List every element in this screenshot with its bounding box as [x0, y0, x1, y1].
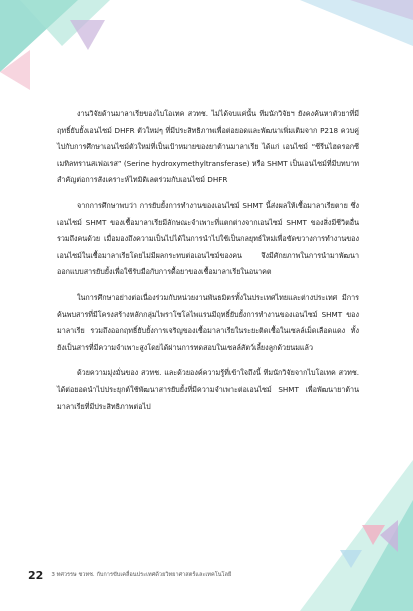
paragraph: ในการศึกษาอย่างต่อเนื่องร่วมกับหน่วยงานพันธมิตรทั้งในประเทศไทยและต่างประเทศ มีการค้นพบสารที่มีโครงสร้างหลักกลุ่มไพราโซโลไพแรนมีฤทธิ์ยับยั้งการทำงานของเอนไซม์ SHMT ของมาลาเรีย รวมถึงออกฤทธิ์ยับยั้งการเจริญของเชื้อมาลาเรียในระยะติดเชื้อในเซลล์เม็ดเลือดแดง ทั้งยังเป็นสารที่มีความจำเพาะสูงโดยได้ผ่านการทดสอบในเซลล์สัตว์เลี้ยงลูกด้วยนมแล้ว — [57, 292, 359, 352]
decor-triangle-bottom-right-4 — [380, 520, 398, 552]
decor-triangle-bottom-right-3 — [362, 525, 385, 545]
paragraph: จากการศึกษาพบว่า การยับยั้งการทำงานของเอนไซม์ SHMT นี้ส่งผลให้เชื้อมาลาเรียตาย ซึ่งเอนไซม์ SHMT ของเชื้อมาลาเรียมีลักษณะจำเพาะที่แตกต่างจากเอนไซม์ SHMT ของสิ่งมีชีวิตอื่นรวมถึงคนด้วย เมื่อมองถึงความเป็นไปได้ในการนำไปใช้เป็นกลยุทธ์ใหม่เพื่อขัดขวางการทำงานของเอนไซม์ในเชื้อมาลาเรียโดยไม่มีผลกระทบต่อเอนไซม์ของคน จึงมีศักยภาพในการนำมาพัฒนาออกแบบสารยับยั้งเพื่อใช้รับมือกับการดื้อยาของเชื้อมาลาเรียในอนาคต — [57, 200, 359, 277]
decor-triangle-bottom-right-2 — [350, 500, 413, 611]
page-number: 22 — [28, 568, 44, 582]
decor-triangle-bottom-right-1 — [300, 460, 413, 611]
decor-triangle-top-right-2 — [350, 0, 413, 20]
page-footer — [28, 566, 368, 584]
decor-triangle-pink — [0, 50, 30, 90]
decor-triangle-teal — [0, 0, 78, 72]
footer-title: 3 ทศวรรษ ชวทช. กับการขับเคลื่อนประเทศด้วยวิทยาศาสตร์และเทคโนโลยี — [51, 572, 232, 578]
decor-triangle-mint — [20, 0, 110, 46]
article-body — [57, 106, 359, 424]
paragraph: ด้วยความมุ่งมั่นของ สวทช. และด้วยองค์ความรู้ที่เข้าใจถึงนี้ ทีมนักวิจัยจากไบโอเทค สวทช. ได้ต่อยอดนำไปประยุกต์ใช้พัฒนาสารยับยั้งที่มีความจำเพาะต่อเอนไซม์ SHMT เพื่อพัฒนายาต้านมาลาเรียที่มีประสิทธิภาพต่อไป — [57, 368, 359, 411]
decor-triangle-top-right — [300, 0, 413, 46]
decor-triangle-lavender — [70, 20, 105, 50]
paragraph: งานวิจัยด้านมาลาเรียของไบโอเทค สวทช. ไม่ได้จบแค่นั้น ทีมนักวิจัยฯ ยังคงค้นหาตัวยาที่มีฤทธิ์ยับยั้งเอนไซม์ DHFR ตัวใหม่ๆ ที่มีประสิทธิภาพเพื่อต่อยอดและพัฒนาเพิ่มเติมจาก P218 ควบคู่ไปกับการศึกษาเอนไซม์ตัวใหม่ที่เป็นเป้าหมายของยาต้านมาลาเรีย ได้แก่ เอนไซม์ “ซีรีนไฮดรอกซีเมทิลทรานสเฟอเรส” (Serine hydroxymethyltransferase) หรือ SHMT เป็นเอนไซม์ที่มีบทบาทสำคัญต่อการสังเคราะห์ไทมิดิเลตร่วมกับเอนไซม์ DHFR — [57, 109, 359, 185]
